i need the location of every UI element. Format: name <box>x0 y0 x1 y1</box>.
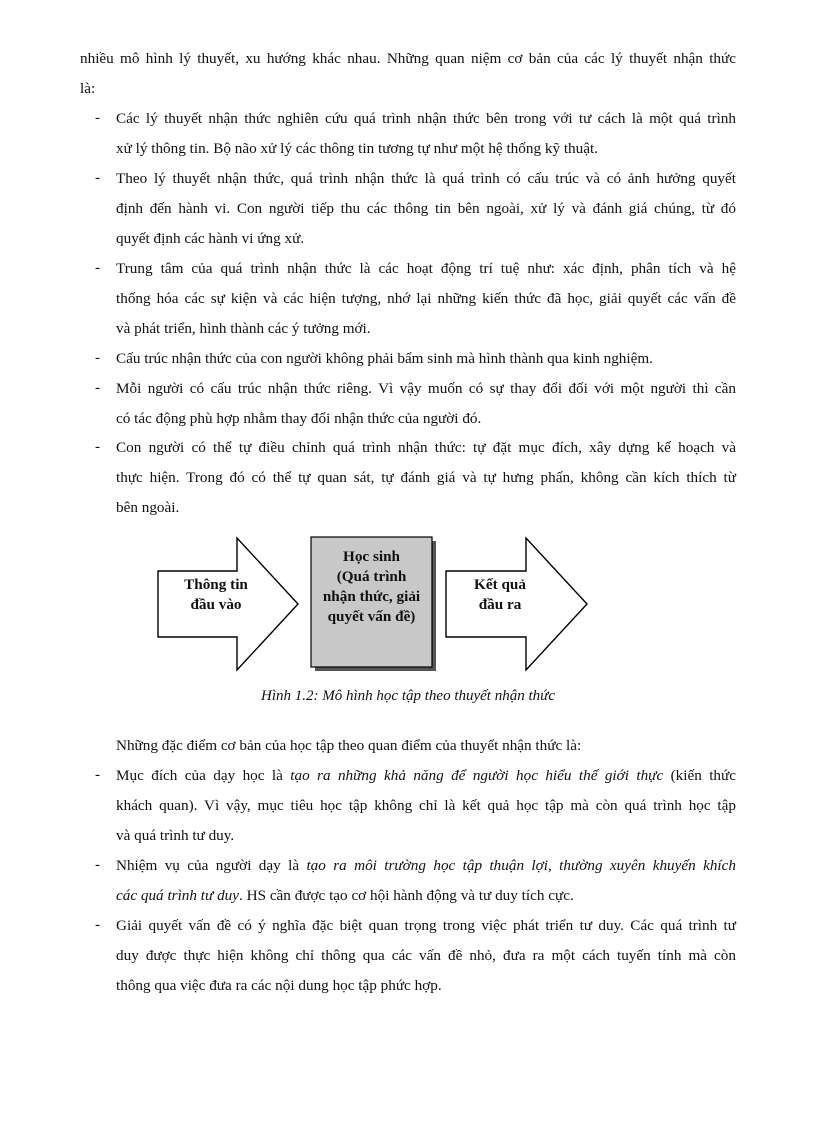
bullet-dash: - <box>95 379 101 396</box>
list-item-line: khách quan). Vì vậy, mục tiêu học tập không chỉ là kết quả học tập mà còn quá trình học tập <box>116 797 736 814</box>
list-item-line: thực hiện. Trong đó có thể tự quan sát, tự đánh giá và tự hưng phấn, không cần kích thích từ <box>116 469 736 486</box>
bullet-dash: - <box>95 109 101 126</box>
intro-line-1: nhiều mô hình lý thuyết, xu hướng khác nhau. Những quan niệm cơ bản của các lý thuyết nhận thức <box>80 50 736 67</box>
list-item-line: xử lý thông tin. Bộ não xử lý các thông tin tương tự như một hệ thống kỹ thuật. <box>116 140 598 157</box>
list-item-line: duy được thực hiện không chỉ thông qua các vấn đề nhỏ, đưa ra một cách tuyến tính mà còn <box>116 947 736 964</box>
list-item-line: và quá trình tư duy. <box>116 827 235 844</box>
list-item-line: Trung tâm của quá trình nhận thức là các hoạt động trí tuệ như: xác định, phân tích và hệ <box>116 260 736 277</box>
input-label: Thông tin đầu vào <box>184 576 248 613</box>
list-item-line: Mục đích của dạy học là tạo ra những khả năng để người học hiểu thế giới thực (kiến thức <box>116 767 736 784</box>
list-item-line: Cấu trúc nhận thức của con người không phải bẩm sinh mà hình thành qua kinh nghiệm. <box>116 350 653 367</box>
list-item-line: Mỗi người có cấu trúc nhận thức riêng. Vì vậy muốn có sự thay đổi đối với một người thì cần <box>116 380 736 397</box>
section2-intro: Những đặc điểm cơ bản của học tập theo quan điểm của thuyết nhận thức là: <box>116 737 582 754</box>
bullet-dash: - <box>95 856 101 873</box>
bullet-dash: - <box>95 766 101 783</box>
bullet-dash: - <box>95 259 101 276</box>
output-label: Kết quả đầu ra <box>474 576 526 613</box>
list-item-line: Các lý thuyết nhận thức nghiên cứu quá trình nhận thức bên trong với tư cách là một quá trình <box>116 110 736 127</box>
intro-line-2: là: <box>80 80 96 97</box>
list-item-line: Theo lý thuyết nhận thức, quá trình nhận thức là quá trình có cấu trúc và có ảnh hưởng quyết <box>116 170 736 187</box>
bullet-dash: - <box>95 169 101 186</box>
list-item-line: Con người có thể tự điều chỉnh quá trình nhận thức: tự đặt mục đích, xây dựng kế hoạch và <box>116 439 736 456</box>
center-label: Học sinh (Quá trình nhận thức, giải quyết vấn đề) <box>322 548 421 625</box>
list-item-line: Nhiệm vụ của người dạy là tạo ra môi trường học tập thuận lợi, thường xuyên khuyến khích <box>116 857 736 874</box>
list-item-line: bên ngoài. <box>116 499 180 516</box>
list-item-line: thông qua việc đưa ra các nội dung học tập phức hợp. <box>116 977 442 994</box>
list-item-line: các quá trình tư duy. HS cần được tạo cơ hội hành động và tư duy tích cực. <box>116 887 574 904</box>
figure-caption: Hình 1.2: Mô hình học tập theo thuyết nhận thức <box>261 688 555 704</box>
list-item-line: quyết định các hành vi ứng xử. <box>116 230 305 247</box>
list-item-line: định đến hành vi. Con người tiếp thu các thông tin bên ngoài, xử lý và đánh giá chúng, từ đó <box>116 200 736 217</box>
bullet-dash: - <box>95 438 101 455</box>
list-item-line: có tác động phù hợp nhằm thay đổi nhận thức của người đó. <box>116 410 482 427</box>
bullet-dash: - <box>95 349 101 366</box>
list-item-line: và phát triển, hình thành các ý tưởng mới. <box>116 320 371 337</box>
list-item-line: Giải quyết vấn đề có ý nghĩa đặc biệt quan trọng trong việc phát triển tư duy. Các quá trình tư <box>116 917 736 934</box>
bullet-dash: - <box>95 916 101 933</box>
list-item-line: thống hóa các sự kiện và các hiện tượng, nhớ lại những kiến thức đã học, giải quyết các vấn đề <box>116 290 736 307</box>
